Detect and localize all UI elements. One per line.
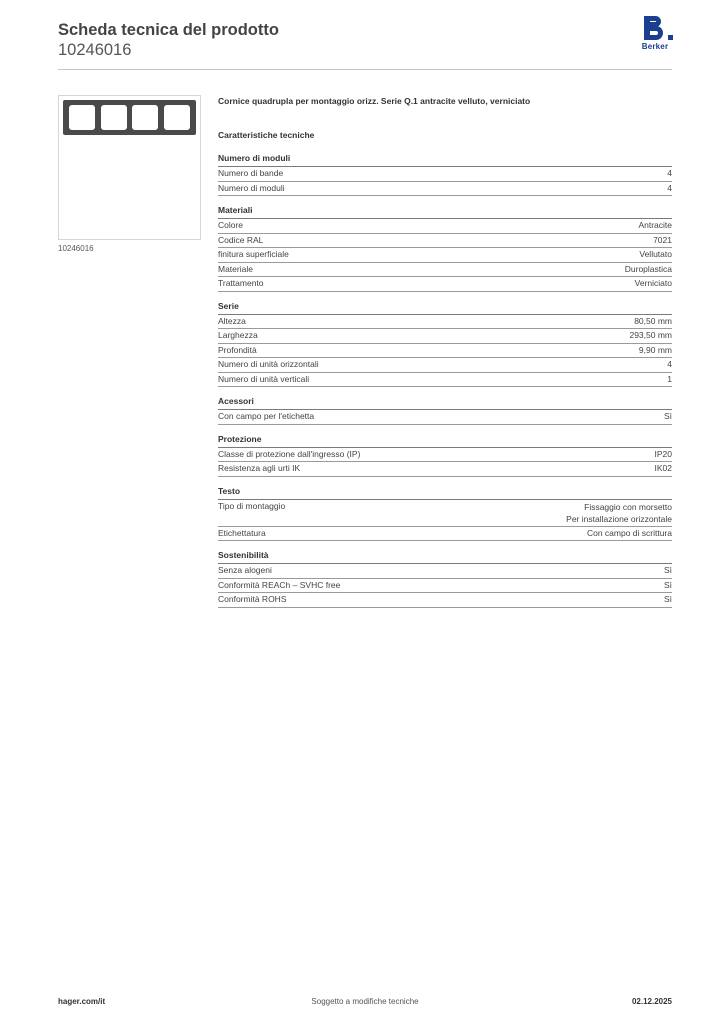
footer-note: Soggetto a modifiche tecniche [311, 997, 419, 1006]
spec-value: 4 [667, 359, 672, 369]
spec-value: 80,50 mm [634, 315, 672, 326]
spec-label: Con campo per l'etichetta [218, 411, 315, 421]
spec-label: Codice RAL [218, 234, 264, 245]
section-title: Serie [218, 301, 672, 315]
spec-row [218, 167, 672, 182]
spec-value: Sì [663, 579, 672, 590]
frame-slot [164, 105, 190, 130]
spec-row [218, 182, 672, 197]
spec-label: Etichettatura [218, 527, 266, 538]
logo-text: Berker [641, 42, 669, 51]
spec-value: Sì [663, 411, 672, 421]
spec-sections [218, 153, 672, 608]
section-title: Acessori [218, 396, 672, 410]
section-title: Testo [218, 486, 672, 500]
spec-label: Classe di protezione dall'ingresso (IP) [218, 448, 361, 459]
spec-value: 1 [667, 373, 672, 384]
spec-label: Numero di bande [218, 168, 284, 178]
spec-section [218, 301, 672, 388]
spec-row [218, 248, 672, 263]
spec-value: 7021 [653, 234, 672, 245]
berker-b-icon [644, 16, 666, 40]
spec-value: 293,50 mm [629, 330, 672, 340]
spec-row [218, 564, 672, 579]
spec-label: Resistenza agli urti IK [218, 463, 301, 473]
spec-row [218, 263, 672, 278]
section-title: Materiali [218, 205, 672, 219]
spec-section [218, 396, 672, 425]
spec-section [218, 486, 672, 542]
spec-row [218, 593, 672, 608]
spec-value [566, 500, 672, 526]
spec-label: Altezza [218, 315, 246, 326]
spec-row [218, 358, 672, 373]
spec-row [218, 277, 672, 292]
spec-label: Numero di unità orizzontali [218, 359, 319, 369]
page-footer [58, 997, 672, 1011]
spec-row [218, 579, 672, 594]
product-code: 10246016 [58, 41, 132, 59]
spec-label: Senza alogeni [218, 565, 272, 575]
spec-value: 9,90 mm [638, 344, 672, 355]
spec-value: Duroplastica [624, 263, 672, 274]
spec-row [218, 315, 672, 330]
spec-row [218, 344, 672, 359]
spec-row [218, 373, 672, 388]
quadruple-frame-image [63, 100, 196, 135]
product-image-caption: 10246016 [58, 244, 94, 253]
footer-site: hager.com/it [58, 997, 106, 1006]
page-title: Scheda tecnica del prodotto [58, 21, 279, 39]
spec-label: Numero di unità verticali [218, 373, 310, 384]
berker-logo [638, 16, 672, 51]
spec-value: Sì [663, 565, 672, 575]
product-image-box [58, 95, 201, 240]
spec-value: 4 [667, 168, 672, 178]
spec-value: Sì [663, 594, 672, 604]
spec-section [218, 153, 672, 196]
spec-value: Vellutato [639, 249, 672, 259]
spec-label: Trattamento [218, 278, 264, 288]
section-title: Sostenibilità [218, 550, 672, 564]
spec-label: Numero di moduli [218, 182, 285, 193]
spec-section [218, 550, 672, 608]
spec-value: Verniciato [634, 278, 672, 288]
frame-slot [101, 105, 127, 130]
spec-value: IP20 [654, 448, 672, 459]
spec-label: Conformità REACh – SVHC free [218, 579, 341, 590]
spec-label: Colore [218, 220, 244, 230]
product-description: Cornice quadrupla per montaggio orizz. Serie Q.1 antracite velluto, verniciato [218, 96, 531, 106]
spec-row [218, 462, 672, 477]
page-header [58, 20, 672, 70]
spec-row [218, 329, 672, 344]
spec-content [218, 96, 672, 617]
spec-row [218, 448, 672, 463]
spec-value-line: Fissaggio con morsetto [584, 501, 672, 512]
spec-row [218, 410, 672, 425]
spec-label: Materiale [218, 263, 253, 274]
spec-label: Profondità [218, 344, 257, 355]
tech-specs-title: Caratteristiche tecniche [218, 130, 315, 140]
spec-row [218, 219, 672, 234]
frame-slot [132, 105, 158, 130]
spec-label: Larghezza [218, 330, 258, 340]
spec-value: 4 [667, 182, 672, 193]
spec-label: Tipo di montaggio [218, 500, 286, 511]
section-title: Numero di moduli [218, 153, 672, 167]
spec-label: finitura superficiale [218, 249, 289, 259]
spec-section [218, 205, 672, 292]
section-title: Protezione [218, 434, 672, 448]
spec-row [218, 234, 672, 249]
frame-slot [69, 105, 95, 130]
spec-value: IK02 [654, 463, 672, 473]
spec-row [218, 500, 672, 527]
spec-label: Conformità ROHS [218, 594, 287, 604]
spec-value: Con campo di scrittura [586, 527, 672, 538]
spec-value: Antracite [638, 220, 672, 230]
spec-row [218, 527, 672, 542]
spec-value-line: Per installazione orizzontale [566, 513, 672, 524]
spec-section [218, 434, 672, 477]
footer-date: 02.12.2025 [631, 997, 672, 1006]
